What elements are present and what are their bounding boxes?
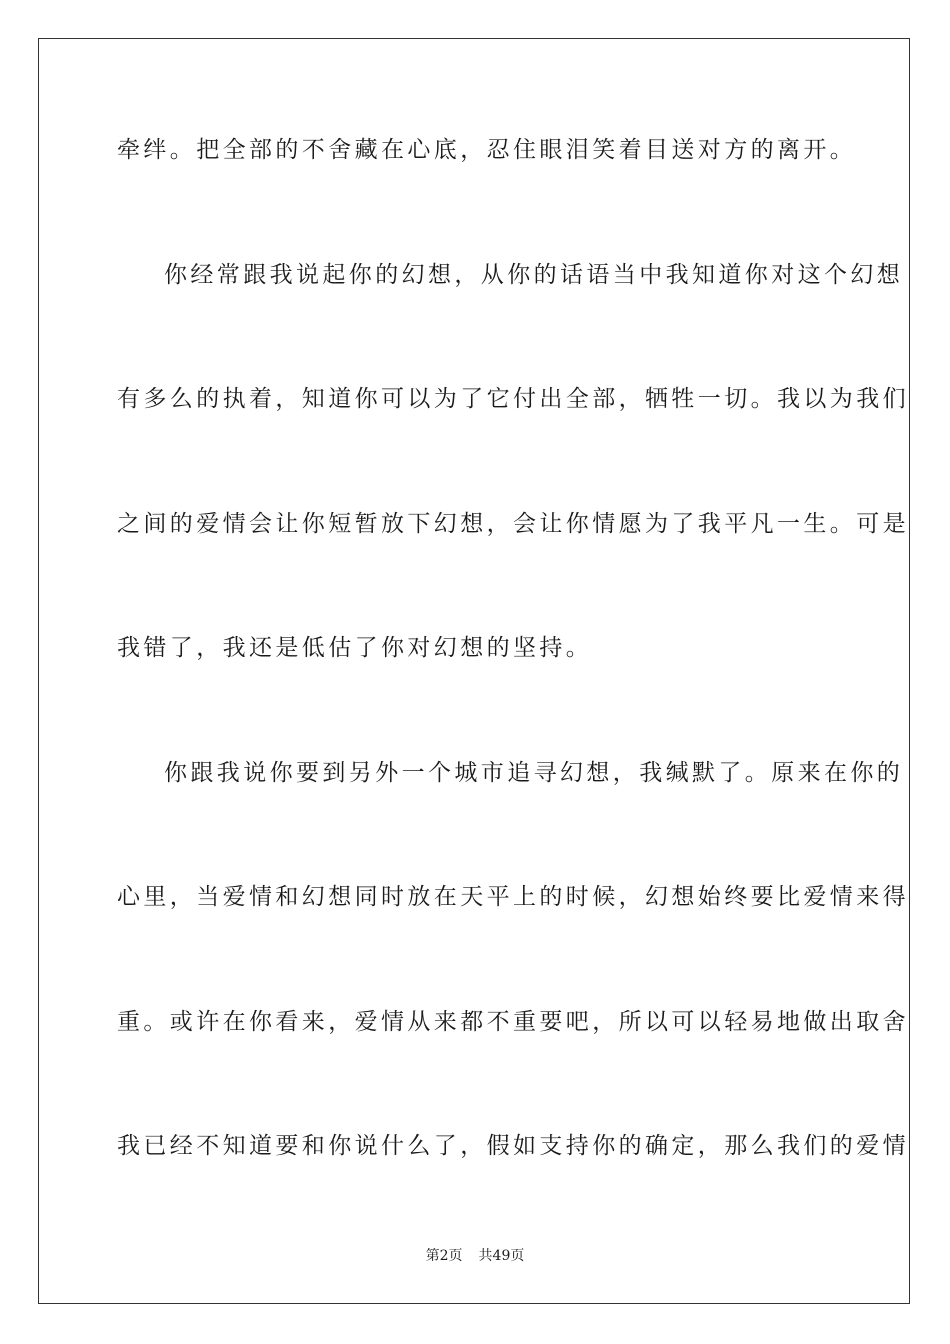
text-line-4: 之间的爱情会让你短暂放下幻想，会让你情愿为了我平凡一生。可是 bbox=[117, 511, 909, 537]
text-line-8: 重。或许在你看来，爱情从来都不重要吧，所以可以轻易地做出取舍 bbox=[117, 1009, 909, 1035]
page-border bbox=[38, 38, 910, 1304]
text-line-1: 牵绊。把全部的不舍藏在心底，忍住眼泪笑着目送对方的离开。 bbox=[117, 137, 857, 163]
page-footer bbox=[0, 1247, 950, 1265]
text-line-2: 你经常跟我说起你的幻想，从你的话语当中我知道你对这个幻想 bbox=[164, 262, 904, 288]
text-line-6: 你跟我说你要到另外一个城市追寻幻想，我缄默了。原来在你的 bbox=[164, 760, 904, 786]
text-line-7: 心里，当爱情和幻想同时放在天平上的时候，幻想始终要比爱情来得 bbox=[117, 884, 909, 910]
page-total: 共49页 bbox=[478, 1248, 525, 1264]
text-line-3: 有多么的执着，知道你可以为了它付出全部，牺牲一切。我以为我们 bbox=[117, 386, 909, 412]
text-line-9: 我已经不知道要和你说什么了，假如支持你的确定，那么我们的爱情 bbox=[117, 1133, 909, 1159]
text-line-5: 我错了，我还是低估了你对幻想的坚持。 bbox=[117, 635, 593, 661]
page-number: 第2页 bbox=[425, 1248, 463, 1264]
